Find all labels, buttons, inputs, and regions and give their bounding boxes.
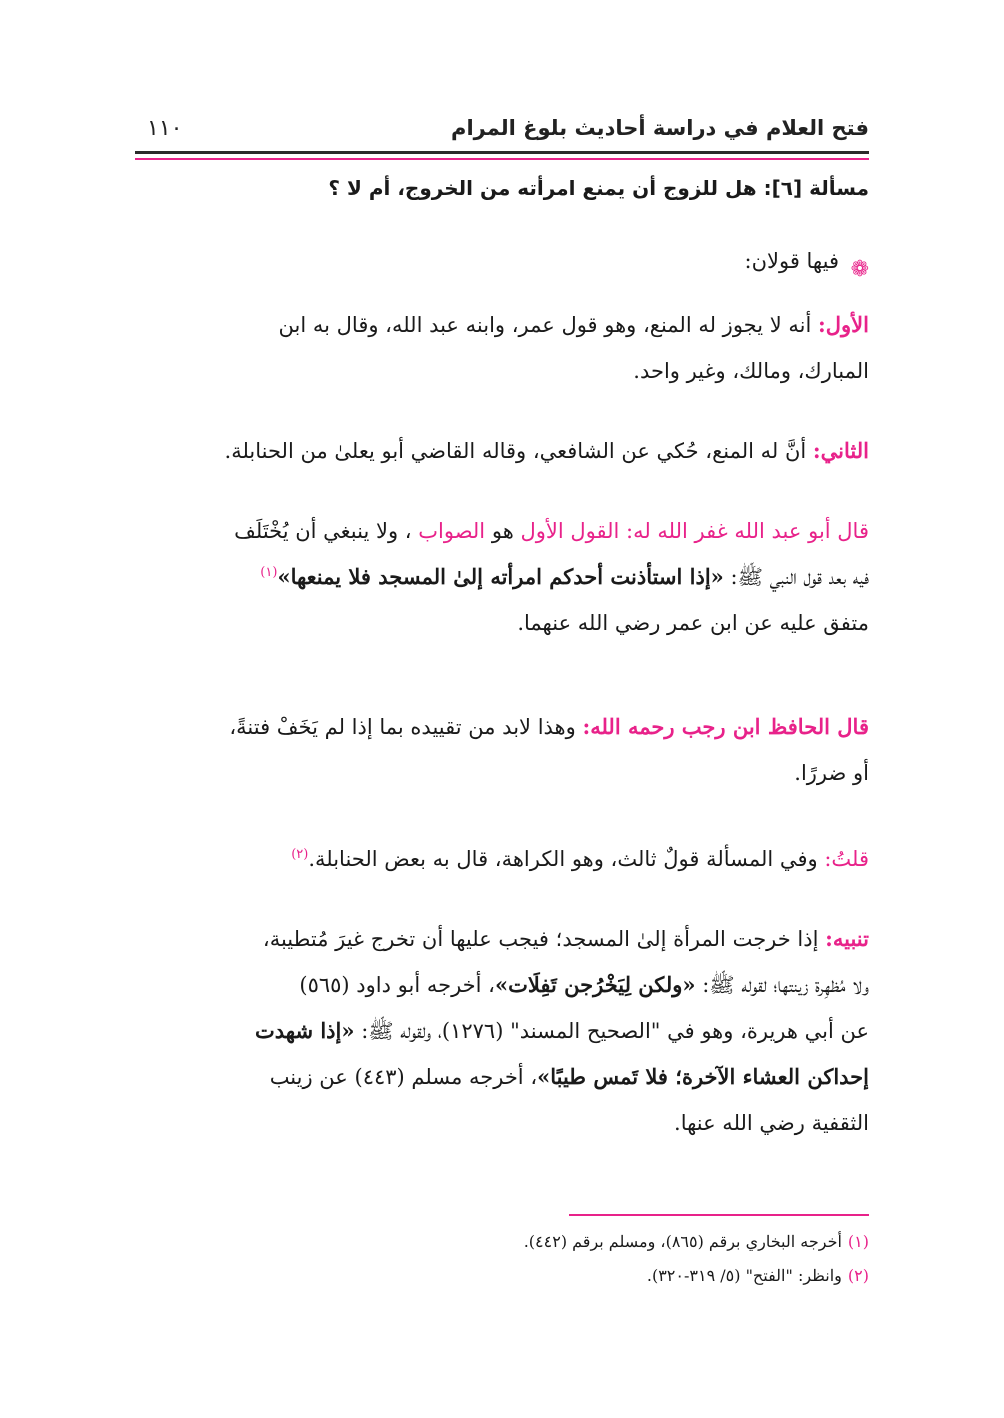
header-rule-pink: [135, 158, 869, 160]
paragraph-second-opinion: [135, 428, 869, 474]
paragraph-author-view: [135, 508, 869, 646]
author-view-label: قال أبو عبد الله غفر الله له:: [626, 519, 869, 543]
question-heading: [328, 176, 869, 200]
footnote-ref-2[interactable]: (٢): [291, 847, 309, 862]
second-opinion-label: الثاني:: [812, 438, 869, 463]
note-line1: إذا خرجت المرأة إلىٰ المسجد؛ فيجب عليها أن تخرج غيرَ مُتطيبة،: [262, 927, 819, 951]
running-header: [135, 112, 869, 152]
author-view-quote1: القول الأول: [520, 519, 620, 543]
paragraph-note: [135, 916, 869, 1146]
author-view-line3: متفق عليه عن ابن عمر رضي الله عنهما.: [517, 611, 869, 635]
ibn-rajab-label: قال الحافظ ابن رجب رحمه الله:: [582, 714, 869, 739]
first-opinion-line2: المبارك، ومالك، وغير واحد.: [633, 359, 869, 383]
footnote-1-text: أخرجه البخاري برقم (٨٦٥)، ومسلم برقم (٤٤٢).: [523, 1232, 842, 1251]
hadith-text: «إذا استأذنت أحدكم امرأته إلىٰ المسجد فلا يمنعها»: [277, 564, 724, 589]
intro-line: [135, 238, 869, 284]
question-text: هل للزوج أن يمنع امرأته من الخروج، أم لا ؟: [328, 176, 757, 200]
second-opinion-text: أنَّ له المنع، حُكي عن الشافعي، وقاله القاضي أبو يعلىٰ من الحنابلة.: [224, 439, 807, 463]
header-rule-dark: [135, 151, 869, 154]
author-view-rest: ، ولا ينبغي أن يُخْتَلَف: [234, 519, 412, 543]
ibn-rajab-line2: أو ضررًا.: [794, 761, 869, 785]
note-line2c: ، أخرجه أبو داود (٥٦٥): [299, 973, 495, 997]
paragraph-ibn-rajab: [135, 704, 869, 796]
first-opinion-label: الأول:: [818, 312, 869, 337]
author-view-quote2: الصواب: [418, 519, 486, 543]
note-hadith2-start: «إذا شهدت: [254, 1018, 355, 1043]
paragraph-first-opinion: [135, 302, 869, 394]
note-line3a: عن أبي هريرة، وهو في "الصحيح المسند" (١٢٧٦)، ولقوله ﷺ:: [361, 1019, 869, 1043]
page-number: ١١٠: [147, 116, 183, 141]
footnote-2: [647, 1266, 869, 1285]
author-view-line2: فيه بعد قول النبي ﷺ:: [730, 565, 869, 589]
note-hadith2-end: إحداكن العشاء الآخرة؛ فلا تَمس طيبًا»: [537, 1064, 869, 1089]
question-label: مسألة [٦]:: [763, 176, 869, 200]
footnote-1-number: (١): [847, 1232, 869, 1251]
note-line5: الثقفية رضي الله عنها.: [674, 1111, 869, 1135]
qultu-text: وفي المسألة قولٌ ثالث، وهو الكراهة، قال به بعض الحنابلة.: [308, 847, 818, 871]
footnote-2-text: وانظر: "الفتح" (٥/ ٣١٩-٣٢٠).: [646, 1266, 842, 1285]
footnote-rule: [569, 1214, 869, 1216]
first-opinion-text: أنه لا يجوز له المنع، وهو قول عمر، وابنه عبد الله، وقال به ابن: [278, 313, 812, 337]
author-view-mid: هو: [491, 519, 514, 543]
flower-ornament-icon: [849, 253, 869, 273]
note-hadith1: «ولكن لِيَخْرُجن تَفِلَات»: [494, 972, 696, 997]
footnote-2-number: (٢): [847, 1266, 869, 1285]
paragraph-qultu: [135, 836, 869, 882]
ibn-rajab-text: وهذا لابد من تقييده بما إذا لم يَخَفْ فتنةً،: [229, 715, 576, 739]
footnote-1: [524, 1232, 869, 1251]
book-title: فتح العلام في دراسة أحاديث بلوغ المرام: [451, 116, 869, 140]
note-label: تنبيه:: [825, 926, 869, 951]
footnote-ref-1[interactable]: (١): [260, 565, 278, 580]
qultu-label: قلتُ:: [824, 847, 869, 871]
note-line2a: ولا مُظهِرة زينتها؛ لقوله ﷺ:: [702, 973, 869, 997]
note-line4b: ، أخرجه مسلم (٤٤٣) عن زينب: [269, 1065, 538, 1089]
intro-text: فيها قولان:: [744, 249, 839, 273]
